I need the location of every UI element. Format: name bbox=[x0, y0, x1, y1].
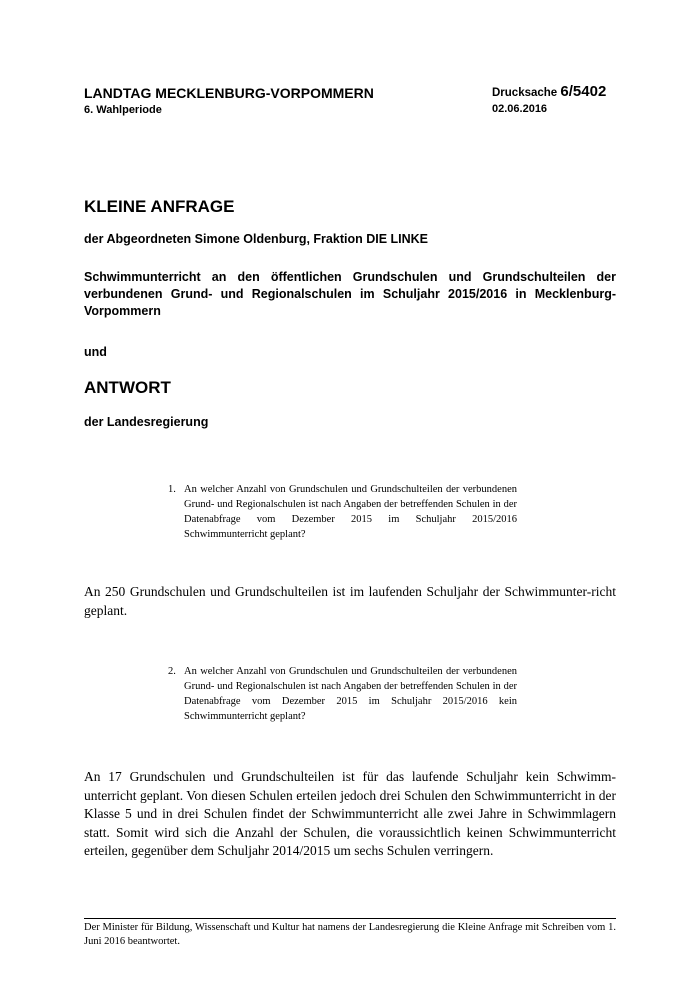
answer-2: An 17 Grundschulen und Grundschulteilen ist für das laufende Schuljahr kein Schwimm-unterricht geplant. Von diesen Schulen erteilen jedoch drei Schulen den Schwimmunterricht in der Klasse 5 und in drei Schulen findet der Schwimmunterricht alle zwei Jahre in Schwimmlagern statt. Somit wird sich die Anzahl der Schulen, die voraussichtlich keinen Schwimmunterricht erteilen, gegenüber dem Schuljahr 2014/2015 um sechs Schulen verringern. bbox=[84, 769, 616, 858]
document-reference bbox=[492, 84, 622, 101]
author-line: der Abgeordneten Simone Oldenburg, Fraktion DIE LINKE bbox=[84, 232, 429, 246]
question-1 bbox=[168, 482, 517, 542]
question-2 bbox=[168, 664, 517, 724]
document-date: 02.06.2016 bbox=[492, 103, 548, 115]
document-header-left bbox=[84, 85, 504, 117]
question-text: An welcher Anzahl von Grundschulen und Grundschulteilen der verbundenen Grund- und Regionalschulen ist nach Angaben der betreffenden Schulen in der Datenabfrage vom Dezember 2015 im Schuljahr 2015/2016 kein Schwimmunterricht geplant? bbox=[184, 666, 517, 722]
legislative-period: 6. Wahlperiode bbox=[84, 104, 162, 116]
question-text: An welcher Anzahl von Grundschulen und Grundschulteilen der verbundenen Grund- und Regionalschulen ist nach Angaben der betreffenden Schulen in der Datenabfrage vom Dezember 2015 im Schuljahr 2015/2016 Schwimmunterricht geplant? bbox=[184, 484, 517, 540]
question-number: 1. bbox=[168, 484, 176, 495]
subject-heading: Schwimmunterricht an den öffentlichen Grundschulen und Grundschulteilen der verbundenen Grund- und Regionalschulen im Schuljahr 2015/2016 in Mecklenburg-Vorpommern bbox=[84, 270, 616, 318]
document-type-title: KLEINE ANFRAGE bbox=[84, 197, 235, 216]
document-label: Drucksache bbox=[492, 87, 558, 99]
document-number: 6/5402 bbox=[560, 83, 607, 100]
and-label: und bbox=[84, 345, 107, 359]
footer-divider bbox=[84, 918, 616, 919]
answer-title: ANTWORT bbox=[84, 378, 171, 397]
footer-note: Der Minister für Bildung, Wissenschaft und Kultur hat namens der Landesregierung die Kleine Anfrage mit Schreiben vom 1. Juni 2016 beantwortet. bbox=[84, 922, 616, 947]
answer-by-label: der Landesregierung bbox=[84, 415, 209, 429]
parliament-name: LANDTAG MECKLENBURG-VORPOMMERN bbox=[84, 85, 374, 101]
answer-1: An 250 Grundschulen und Grundschulteilen ist im laufenden Schuljahr der Schwimmunter-richt geplant. bbox=[84, 584, 616, 618]
question-number: 2. bbox=[168, 666, 176, 677]
document-header-right bbox=[492, 84, 622, 116]
